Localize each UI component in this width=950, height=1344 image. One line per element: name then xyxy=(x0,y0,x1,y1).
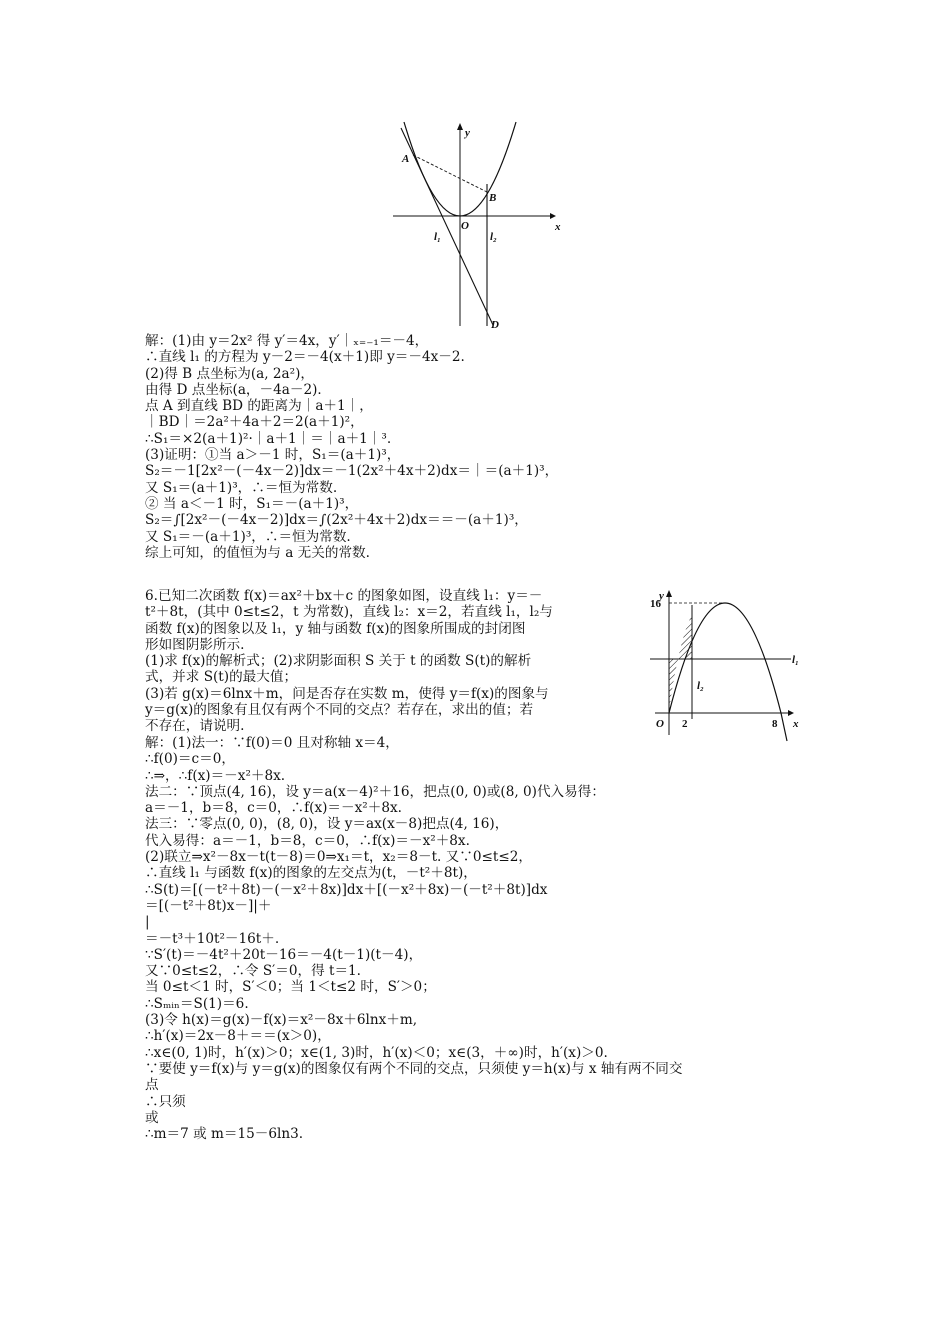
figure1-label-l1: l₁ xyxy=(434,231,441,243)
question6-line: y＝g(x)的图象有且仅有两个不同的交点？若存在，求出的值；若 xyxy=(145,702,534,719)
solution1-line: 又 S₁＝(a＋1)³，∴＝恒为常数. xyxy=(145,479,338,496)
solution1-line: 由得 D 点坐标(a，－4a－2)． xyxy=(145,381,331,398)
solution6-line: 又∵0≤t≤2，∴令 S′＝0，得 t＝1. xyxy=(145,963,362,980)
solution6-line: ∴m＝7 或 m＝15－6ln3. xyxy=(145,1126,304,1143)
solution1-line: 解：(1)由 y＝2x² 得 y′＝4x，y′｜ₓ₌₋₁＝－4， xyxy=(145,333,429,349)
figure1-dashed-AB xyxy=(413,155,487,192)
figure-1-parabola xyxy=(385,118,575,333)
figure2-label-2: 2 xyxy=(682,718,688,730)
figure1-line-l1 xyxy=(401,128,493,325)
solution6-line: ∴只须 xyxy=(145,1093,186,1110)
solution6-line: 解：(1)法一：∵f(0)＝0 且对称轴 x＝4， xyxy=(145,735,399,751)
solution6-line: 法二：∵顶点(4, 16)，设 y＝a(x－4)²＋16，把点(0, 0)或(8, 0)代入易得： xyxy=(145,783,605,800)
solution6-line: | xyxy=(145,914,150,931)
solution6-line: ∴Sₘᵢₙ＝S(1)＝6. xyxy=(145,995,249,1012)
question6-line: t²＋8t，(其中 0≤t≤2，t 为常数)，直线 l₂：x＝2，若直线 l₁，l₂与 xyxy=(145,604,553,621)
figure2-label-16: 16 xyxy=(650,598,661,610)
solution6-line: (3)令 h(x)＝g(x)－f(x)＝x²－8x＋6lnx＋m, xyxy=(145,1012,418,1029)
question-6 xyxy=(145,588,630,735)
solution6-line: ∵要使 y＝f(x)与 y＝g(x)的图象仅有两个不同的交点，只须使 y＝h(x)与 x 轴有两不同交 xyxy=(145,1060,683,1077)
solution1-line: ∴S₁＝×2(a＋1)²·｜a＋1｜＝｜a＋1｜³. xyxy=(145,430,392,447)
solution6-line: 代入易得：a＝－1，b＝8，c＝0，∴f(x)＝－x²＋8x. xyxy=(145,832,470,849)
figure1-label-O: O xyxy=(461,220,469,232)
solution1-line: 又 S₁＝－(a＋1)³，∴＝恒为常数. xyxy=(145,528,351,545)
figure2-label-8: 8 xyxy=(772,718,778,730)
solution1-line: 综上可知，的值恒为与 a 无关的常数. xyxy=(145,544,370,561)
solution6-line: ∴⇒，∴f(x)＝－x²＋8x. xyxy=(145,767,286,784)
solution6-line: 或 xyxy=(145,1109,159,1126)
solution6-line: a＝－1，b＝8，c＝0，∴f(x)＝－x²＋8x. xyxy=(145,800,402,817)
figure-2-parabola xyxy=(645,585,805,750)
solution-6 xyxy=(145,735,815,1142)
question6-line: 函数 f(x)的图象以及 l₁，y 轴与函数 f(x)的图象所围成的封闭图 xyxy=(145,620,526,637)
solution1-line: (3)证明：①当 a＞－1 时，S₁＝(a＋1)³， xyxy=(145,447,401,464)
figure2-label-x: x xyxy=(793,718,799,730)
question6-line: 形如图阴影所示. xyxy=(145,636,245,653)
solution6-line: ∴f(0)＝c＝0， xyxy=(145,751,235,768)
figure2-label-O: O xyxy=(656,718,664,730)
solution1-line: ∴直线 l₁ 的方程为 y－2＝－4(x＋1)即 y＝－4x－2. xyxy=(145,349,465,366)
solution1-line: ② 当 a＜－1 时，S₁＝－(a＋1)³， xyxy=(145,495,359,512)
solution6-line: ∴直线 l₁ 与函数 f(x)的图象的左交点为(t，－t²＋8t)， xyxy=(145,865,477,882)
figure1-label-x: x xyxy=(555,221,561,233)
solution6-line: ∴h′(x)＝2x－8＋＝＝(x＞0)， xyxy=(145,1028,331,1045)
figure1-label-D: D xyxy=(491,319,499,331)
solution6-line: ＝[(－t²＋8t)x－]|＋ xyxy=(145,897,272,914)
solution6-line: ∴S(t)＝[(－t²＋8t)－(－x²＋8x)]dx＋[(－x²＋8x)－(－t²＋8t)]dx xyxy=(145,881,548,898)
question6-line: 式，并求 S(t)的最大值； xyxy=(145,669,298,686)
figure1-label-y: y xyxy=(465,127,470,139)
figure1-y-arrow xyxy=(457,123,463,130)
solution-1 xyxy=(145,333,815,561)
figure1-label-l2: l₂ xyxy=(490,231,497,243)
solution6-line: ＝－t³＋10t²－16t＋. xyxy=(145,930,280,947)
figure2-shaded-right xyxy=(678,615,692,659)
figure1-x-arrow xyxy=(550,213,556,219)
question6-line: 不存在，请说明. xyxy=(145,718,245,735)
figure2-label-l1: l₁ xyxy=(792,654,799,666)
figure2-y-arrow xyxy=(666,590,672,597)
figure1-label-B: B xyxy=(489,192,497,204)
solution1-line: S₂＝∫[2x²－(－4x－2)]dx＝∫(2x²＋4x＋2)dx＝＝－(a＋1)³， xyxy=(145,512,528,529)
figure2-label-l2: l₂ xyxy=(697,680,704,692)
solution6-line: (2)联立⇒x²－8x－t(t－8)＝0⇒x₁＝t，x₂＝8－t. 又∵0≤t≤2， xyxy=(145,849,533,866)
solution1-line: (2)得 B 点坐标为(a, 2a²)， xyxy=(145,365,315,382)
question6-line: (3)若 g(x)＝6lnx＋m，问是否存在实数 m，使得 y＝f(x)的图象与 xyxy=(145,685,549,702)
figure2-x-arrow xyxy=(788,710,794,716)
solution6-line: 点 xyxy=(145,1077,159,1094)
figure2-label-y: y xyxy=(659,590,664,602)
solution6-line: ∵S′(t)＝－4t²＋20t－16＝－4(t－1)(t－4)， xyxy=(145,946,423,963)
question6-line: (1)求 f(x)的解析式；(2)求阴影面积 S 关于 t 的函数 S(t)的解析 xyxy=(145,653,532,670)
solution6-line: 当 0≤t＜1 时，S′＜0；当 1＜t≤2 时，S′＞0； xyxy=(145,979,436,996)
figure1-label-A: A xyxy=(402,153,410,165)
solution6-line: ∴x∈(0, 1)时，h′(x)＞0；x∈(1, 3)时，h′(x)＜0；x∈(3，＋∞)时，h′(x)＞0. xyxy=(145,1044,608,1061)
question6-line: 6.已知二次函数 f(x)＝ax²＋bx＋c 的图象如图，设直线 l₁：y＝－ xyxy=(145,588,543,604)
solution1-line: S₂＝－1[2x²－(－4x－2)]dx＝－1(2x²＋4x＋2)dx＝｜＝(a＋1)³， xyxy=(145,463,559,480)
solution6-line: 法三：∵零点(0, 0)，(8, 0)，设 y＝ax(x－8)把点(4, 16)， xyxy=(145,816,509,833)
solution1-line: 点 A 到直线 BD 的距离为｜a＋1｜， xyxy=(145,398,373,415)
solution1-line: ｜BD｜＝2a²＋4a＋2＝2(a＋1)²， xyxy=(145,414,364,431)
